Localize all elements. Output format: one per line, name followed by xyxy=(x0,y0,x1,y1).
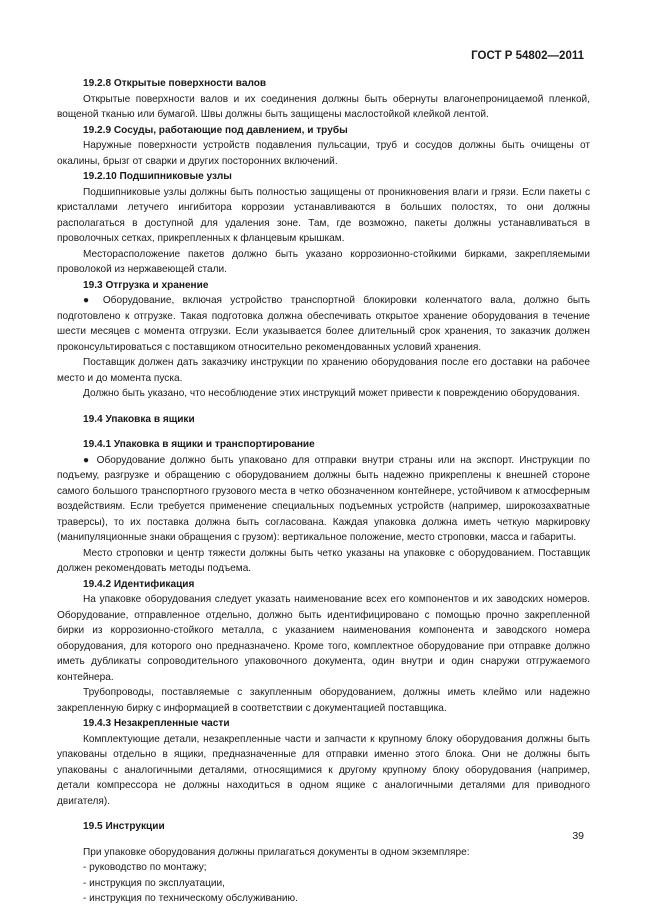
paragraph: Трубопроводы, поставляемые с закупленным оборудованием, должны иметь клеймо или надежно закрепленную бирку с информацией в соответствии с документацией поставщика. xyxy=(57,687,590,714)
section-heading: 19.4.2 Идентификация xyxy=(83,578,195,590)
spacer xyxy=(57,809,590,819)
paragraph: Должно быть указано, что несоблюдение этих инструкций может привести к повреждению оборудования. xyxy=(83,388,580,399)
paragraph: Поставщик должен дать заказчику инструкции по хранению оборудования после его доставки на рабочее место и до момента пуска. xyxy=(57,357,590,384)
section-heading: 19.4.1 Упаковка в ящики и транспортирование xyxy=(83,439,315,450)
spacer xyxy=(57,427,590,437)
section-heading: 19.4 Упаковка в ящики xyxy=(83,413,195,425)
spacer xyxy=(57,402,590,412)
paragraph: Подшипниковые узлы должны быть полностью защищены от проникновения влаги и грязи. Если пакеты с кристаллами летучего ингибитора коррозии устанавливаются в больших полостях, то они должны располагаться в доступной для удаления зоне. Там, где возможно, пакеты должны устанавливаться в проволочных сетках, прикрепленных к фланцевым крышкам. xyxy=(57,186,590,244)
list-item: - руководство по монтажу; xyxy=(83,862,207,873)
section-heading: 19.2.10 Подшипниковые узлы xyxy=(83,171,232,182)
list-item: - инструкция по техническому обслуживанию. xyxy=(83,893,298,904)
paragraph: Открытые поверхности валов и их соединения должны быть обернуты влагонепроницаемой пленкой, вощеной тканью или бумагой. Швы должны быть защищены маслостойкой клейкой лентой. xyxy=(57,93,590,120)
paragraph: Комплектующие детали, незакрепленные части и запчасти к крупному блоку оборудования должны быть упакованы отдельно в ящики, предназначенные для отправки именно этого блока. Они не должны быть упакованы с аналогичными деталями, относящимися к другому крупному блоку оборудования (например, детали компрессора не должны находиться в одном ящике с аналогичными деталями для приводного двигателя). xyxy=(57,733,590,807)
spacer xyxy=(57,835,590,845)
page-number: 39 xyxy=(572,830,584,842)
section-heading: 19.3 Отгрузка и хранение xyxy=(83,279,209,291)
section-heading: 19.2.9 Сосуды, работающие под давлением, и трубы xyxy=(83,124,348,136)
paragraph: Месторасположение пакетов должно быть указано коррозионно-стойкими бирками, закрепляемыми проволокой из нержавеющей стали. xyxy=(57,248,590,275)
paragraph: ● Оборудование должно быть упаковано для отправки внутри страны или на экспорт. Инструкции по подъему, разгрузке и обращению с оборудованием должны быть надежно прикреплены к внешней стороне самого большого транспортного грузового места в четко обозначенном контейнере, устойчивом к атмосферным воздействиям. Если требуется применение специальных подъемных устройств (например, широкозахватные траверсы), то их поставка должна быть согласована. Каждая упаковка должна иметь четкую маркировку (манипуляционные знаки обращения с грузом): вертикальное положение, место строповки, масса и габариты. xyxy=(57,454,590,543)
document-body xyxy=(57,76,590,907)
paragraph: ● Оборудование, включая устройство транспортной блокировки коленчатого вала, должно быть подготовлено к отгрузке. Такая подготовка должна обеспечивать открытое хранение оборудования в течение шести месяцев с момента отгрузки. Если указывается более длительный срок хранения, то заказчик должен проконсультироваться с поставщиком относительно рекомендованных условий хранения. xyxy=(57,295,590,353)
paragraph: На упаковке оборудования следует указать наименование всех его компонентов и их заводских номеров. Оборудование, отправленное отдельно, должно быть идентифицировано с помощью прочно закрепленной бирки из коррозионно-стойкого металла, с указанием наименования компонента и заводского номера оборудования, для которого оно предназначено. Кроме того, комплектное оборудование при отправке должно иметь дубликаты сопроводительного упаковочного документа, один внутри и один снаружи отгружаемого контейнера. xyxy=(57,594,590,683)
section-heading: 19.2.8 Открытые поверхности валов xyxy=(83,78,267,89)
section-heading: 19.4.3 Незакрепленные части xyxy=(83,718,230,729)
paragraph: Место строповки и центр тяжести должны быть четко указаны на упаковке с оборудованием. Поставщик должен рекомендовать методы подъема. xyxy=(57,547,590,574)
paragraph: Наружные поверхности устройств подавления пульсации, труб и сосудов должны быть очищены от окалины, брызг от сварки и других посторонних включений. xyxy=(57,140,590,167)
section-heading: 19.5 Инструкции xyxy=(83,821,165,832)
list-item: - инструкция по эксплуатации, xyxy=(83,877,225,889)
standard-code-header: ГОСТ Р 54802—2011 xyxy=(471,50,584,62)
paragraph: При упаковке оборудования должны прилагаться документы в одном экземпляре: xyxy=(83,846,470,858)
